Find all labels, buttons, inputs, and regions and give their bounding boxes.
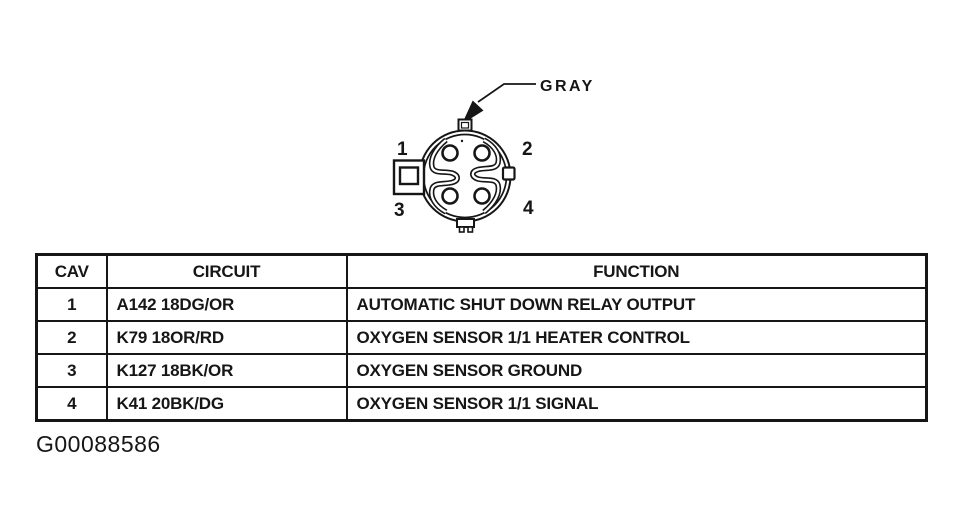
circuit-cell: K127 18BK/OR — [107, 354, 347, 387]
pin-1-cavity — [443, 146, 458, 161]
outer-ring — [420, 131, 511, 222]
function-cell: OXYGEN SENSOR 1/1 SIGNAL — [347, 387, 927, 421]
bottom-tab-foot-left — [460, 227, 465, 232]
gray-callout — [462, 78, 595, 124]
bottom-tab-foot-right — [468, 227, 473, 232]
bottom-tab — [457, 219, 474, 227]
table-row — [37, 387, 927, 421]
pin-4-cavity — [475, 189, 490, 204]
cav-cell: 1 — [37, 288, 107, 321]
index-dot — [461, 140, 463, 142]
table-header-row — [37, 255, 927, 289]
pin-3-cavity — [443, 189, 458, 204]
circuit-cell: K79 18OR/RD — [107, 321, 347, 354]
top-lock-tab — [459, 120, 472, 131]
table-row — [37, 321, 927, 354]
table-row — [37, 354, 927, 387]
function-cell: AUTOMATIC SHUT DOWN RELAY OUTPUT — [347, 288, 927, 321]
left-keyway-tab — [394, 161, 424, 195]
cav-header: CAV — [37, 255, 107, 289]
pin-label-4: 4 — [523, 198, 534, 219]
pin-label-1: 1 — [397, 139, 408, 160]
pin-label-2: 2 — [522, 139, 533, 160]
function-cell: OXYGEN SENSOR GROUND — [347, 354, 927, 387]
function-header: FUNCTION — [347, 255, 927, 289]
right-tab — [503, 168, 515, 180]
connector-housing — [394, 120, 515, 233]
cav-cell: 3 — [37, 354, 107, 387]
function-cell: OXYGEN SENSOR 1/1 HEATER CONTROL — [347, 321, 927, 354]
pin-2-cavity — [475, 146, 490, 161]
cav-cell: 2 — [37, 321, 107, 354]
figure-id: G00088586 — [36, 431, 161, 457]
table-row — [37, 288, 927, 321]
cav-cell: 4 — [37, 387, 107, 421]
circuit-header: CIRCUIT — [107, 255, 347, 289]
pin-label-3: 3 — [394, 200, 405, 221]
circuit-cell: K41 20BK/DG — [107, 387, 347, 421]
connector-color-label: GRAY — [540, 78, 595, 95]
pinout-table — [35, 253, 928, 422]
connector-diagram — [380, 50, 625, 250]
leader-line — [478, 84, 536, 102]
circuit-cell: A142 18DG/OR — [107, 288, 347, 321]
